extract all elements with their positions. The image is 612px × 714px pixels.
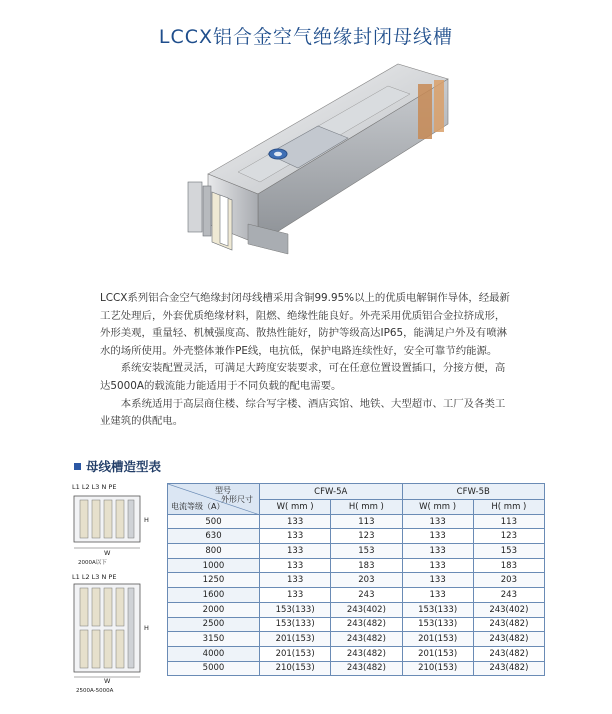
- dimension-cell: 201(153): [402, 632, 473, 647]
- current-level-cell: 2000: [168, 602, 260, 617]
- current-level-cell: 500: [168, 514, 260, 529]
- current-level-cell: 1250: [168, 573, 260, 588]
- dimension-cell: 153(133): [260, 617, 331, 632]
- dimension-cell: 243: [473, 588, 544, 603]
- current-level-cell: 1000: [168, 558, 260, 573]
- dimension-cell: 243(482): [473, 617, 544, 632]
- diagram-caption-bottom: 2500A-5000A: [76, 688, 114, 694]
- dimension-cell: 243(482): [473, 632, 544, 647]
- dimension-cell: 123: [473, 529, 544, 544]
- table-row: [168, 529, 545, 544]
- table-row: [168, 617, 545, 632]
- dimension-cell: 133: [402, 514, 473, 529]
- dimension-cell: 201(153): [260, 632, 331, 647]
- dimension-header: W( mm ): [402, 500, 473, 515]
- dimension-cell: 243(482): [331, 661, 402, 676]
- model-header: CFW-5A: [260, 484, 403, 500]
- dimension-cell: 133: [402, 529, 473, 544]
- dimension-cell: 201(153): [402, 646, 473, 661]
- table-row: [168, 646, 545, 661]
- dimension-cell: 243(482): [331, 646, 402, 661]
- dimension-cell: 133: [260, 514, 331, 529]
- table-row: [168, 514, 545, 529]
- dimension-cell: 183: [331, 558, 402, 573]
- dimension-header: W( mm ): [260, 500, 331, 515]
- dimension-cell: 183: [473, 558, 544, 573]
- corner-model-label: 型号: [215, 486, 231, 495]
- dimension-cell: 133: [402, 558, 473, 573]
- current-level-cell: 3150: [168, 632, 260, 647]
- dimension-header: H( mm ): [331, 500, 402, 515]
- dimension-cell: 203: [331, 573, 402, 588]
- corner-level-label: 电流等级（A）: [171, 501, 225, 511]
- section-title: [74, 457, 161, 475]
- dimension-cell: 133: [260, 558, 331, 573]
- dimension-cell: 133: [402, 544, 473, 559]
- table-row: [168, 602, 545, 617]
- dimension-cell: 153(133): [260, 602, 331, 617]
- current-level-cell: 800: [168, 544, 260, 559]
- description-paragraph: LCCX系列铝合金空气绝缘封闭母线槽采用含铜99.95%以上的优质电解铜作导体，经最新工艺处理后，外套优质绝缘材料，阻燃、绝缘性能良好。外壳采用优质铝合金拉挤成形，外形美观，重量轻、机械强度高、散热性能好，防护等级高达IP65，能满足户外及有喷淋水的场所使用。外壳整体兼作PE线，电抗低，保护电路连续性好，安全可靠节约能源。: [100, 292, 510, 357]
- table-row: [168, 661, 545, 676]
- busway-spec-table: [167, 483, 545, 676]
- table-row: [168, 558, 545, 573]
- dimension-cell: 210(153): [260, 661, 331, 676]
- dimension-cell: 133: [402, 573, 473, 588]
- width-label: W: [104, 549, 111, 557]
- busway-product-image: [148, 54, 458, 269]
- dimension-cell: 153(133): [402, 602, 473, 617]
- dimension-cell: 153(133): [402, 617, 473, 632]
- height-label: H: [144, 516, 149, 524]
- dimension-cell: 113: [331, 514, 402, 529]
- table-row: [168, 573, 545, 588]
- table-corner-header: [168, 484, 260, 515]
- table-row: [168, 632, 545, 647]
- table-row: [168, 544, 545, 559]
- dimension-cell: 243: [331, 588, 402, 603]
- dimension-cell: 243(402): [473, 602, 544, 617]
- dimension-cell: 210(153): [402, 661, 473, 676]
- dimension-cell: 113: [473, 514, 544, 529]
- dimension-cell: 243(482): [331, 632, 402, 647]
- current-level-cell: 5000: [168, 661, 260, 676]
- description-paragraph: 本系统适用于高层商住楼、综合写字楼、酒店宾馆、地铁、大型超市、工厂及各类工业建筑的供配电。: [100, 397, 506, 428]
- dimension-cell: 243(402): [331, 602, 402, 617]
- dimension-cell: 133: [402, 588, 473, 603]
- square-bullet-icon: [74, 463, 81, 470]
- dimension-cell: 133: [260, 588, 331, 603]
- current-level-cell: 4000: [168, 646, 260, 661]
- dimension-cell: 153: [473, 544, 544, 559]
- page-title: LCCX铝合金空气绝缘封闭母线槽: [158, 26, 454, 48]
- table-row: [168, 588, 545, 603]
- height-label: H: [144, 624, 149, 632]
- section-title-text: 母线槽造型表: [86, 459, 162, 474]
- current-level-cell: 2500: [168, 617, 260, 632]
- dimension-cell: 203: [473, 573, 544, 588]
- dimension-cell: 243(482): [473, 646, 544, 661]
- width-label: W: [104, 677, 111, 685]
- description-paragraph: 系统安装配置灵活，可满足大跨度安装要求，可在任意位置设置插口，分接方便，高达5000A的载流能力能适用于不同负载的配电需要。: [100, 362, 506, 392]
- current-level-cell: 630: [168, 529, 260, 544]
- product-description: [100, 290, 512, 431]
- dimension-cell: 133: [260, 573, 331, 588]
- dimension-cell: 133: [260, 544, 331, 559]
- dimension-header: H( mm ): [473, 500, 544, 515]
- model-header: CFW-5B: [402, 484, 545, 500]
- dimension-cell: 153: [331, 544, 402, 559]
- dimension-cell: 201(153): [260, 646, 331, 661]
- dimension-cell: 123: [331, 529, 402, 544]
- dimension-cell: 243(482): [331, 617, 402, 632]
- phase-labels-top: L1 L2 L3 N PE: [72, 483, 117, 491]
- current-level-cell: 1600: [168, 588, 260, 603]
- cross-section-diagram: [70, 480, 165, 695]
- diagram-caption-top: 2000A以下: [78, 560, 107, 566]
- dimension-cell: 133: [260, 529, 331, 544]
- phase-labels-bottom: L1 L2 L3 N PE: [72, 573, 117, 581]
- dimension-cell: 243(482): [473, 661, 544, 676]
- corner-size-label: 外形尺寸: [221, 495, 253, 504]
